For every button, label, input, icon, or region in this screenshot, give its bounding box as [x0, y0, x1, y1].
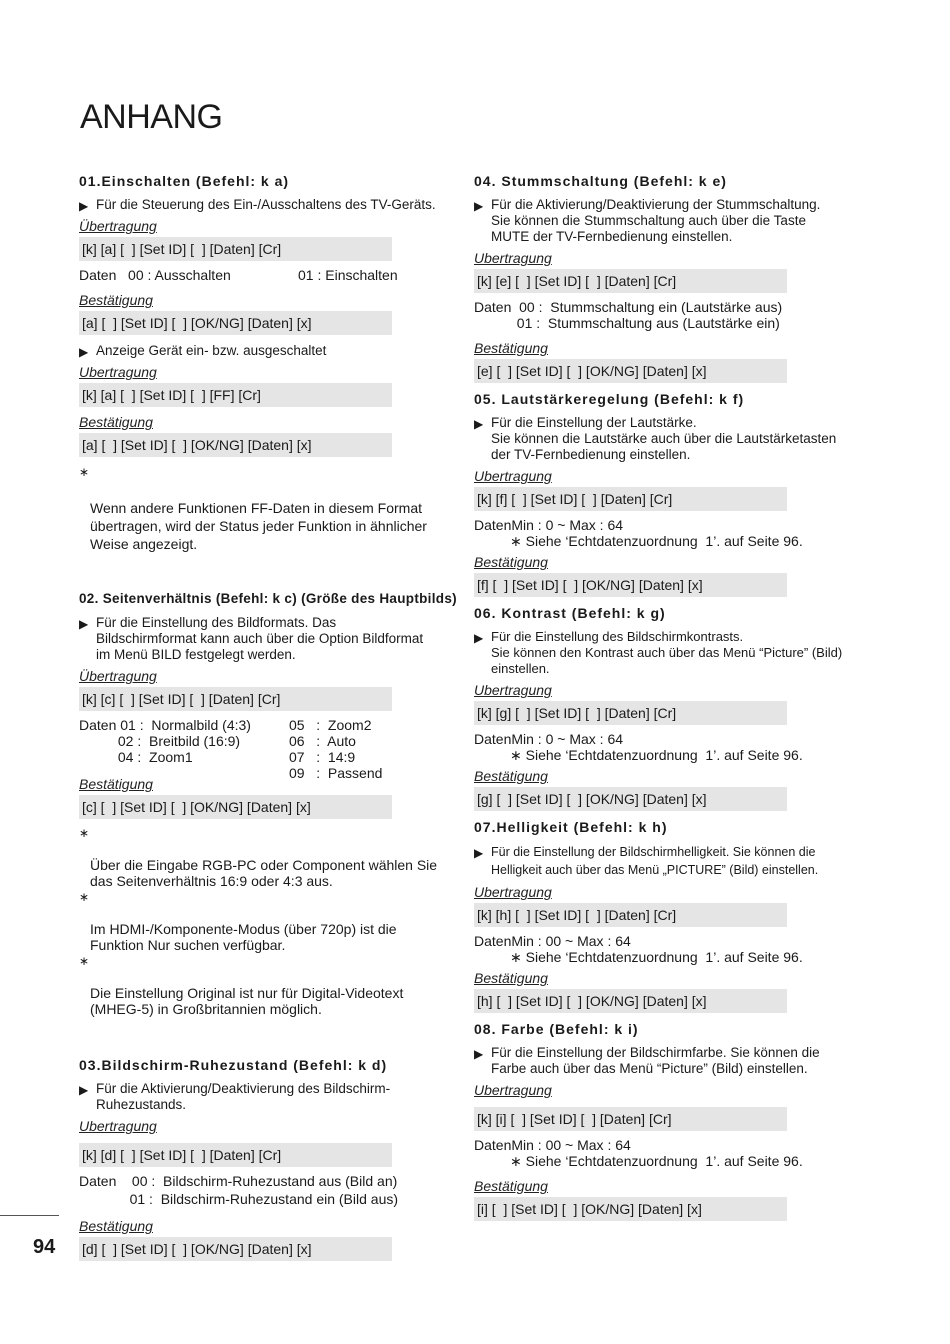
bullet-text: Für die Aktivierung/Deaktivierung des Bildschirm- Ruhezustands.: [96, 1081, 391, 1112]
data-row: 04 : Zoom1: [79, 749, 193, 765]
section-title: 01.Einschalten (Befehl: k a): [79, 173, 290, 189]
transmission-label: Ubertragung: [474, 884, 552, 900]
bullet-text: Für die Einstellung der Bildschirmhelligkeit. Sie können die Helligkeit auch über das Menü „PICTURE” (Bild) einstellen.: [491, 845, 819, 877]
triangle-bullet-icon: ▶: [79, 1083, 89, 1097]
command-box: [k] [a] [ ] [Set ID] [ ] [Daten] [Cr]: [79, 237, 392, 261]
footnote: [79, 889, 461, 953]
command-box: [d] [ ] [Set ID] [ ] [OK/NG] [Daten] [x]: [79, 1237, 392, 1261]
range-footnote: ∗ Siehe ‘Echtdatenzuordnung 1’. auf Seite 96.: [510, 1153, 803, 1169]
command-box: [k] [h] [ ] [Set ID] [ ] [Daten] [Cr]: [474, 903, 787, 927]
range-footnote: ∗ Siehe ‘Echtdatenzuordnung 1’. auf Seite 96.: [510, 949, 803, 965]
footnote-text: Wenn andere Funktionen FF-Daten in diesem Format übertragen, wird der Status jeder Funktion in ähnlicher Weise angezeigt.: [90, 500, 427, 552]
range-footnote: ∗ Siehe ‘Echtdatenzuordnung 1’. auf Seite 96.: [510, 533, 803, 549]
acknowledgement-label: Bestätigung: [474, 340, 548, 356]
section-title: 03.Bildschirm-Ruhezustand (Befehl: k d): [79, 1057, 388, 1073]
command-box: [h] [ ] [Set ID] [ ] [OK/NG] [Daten] [x]: [474, 989, 787, 1013]
section-lautstaerke: [474, 389, 856, 597]
data-value-on: 01 : Einschalten: [298, 267, 398, 283]
section-title: 08. Farbe (Befehl: k i): [474, 1021, 639, 1037]
footnote: [79, 953, 461, 1017]
data-range: DatenMin : 0 ~ Max : 64: [474, 517, 624, 533]
asterisk-icon: ∗: [79, 954, 90, 968]
data-range: DatenMin : 0 ~ Max : 64: [474, 731, 624, 747]
command-box: [f] [ ] [Set ID] [ ] [OK/NG] [Daten] [x]: [474, 573, 787, 597]
command-box: [k] [c] [ ] [Set ID] [ ] [Daten] [Cr]: [79, 687, 392, 711]
section-einschalten: [79, 171, 461, 553]
section-ruhezustand: [79, 1055, 461, 1261]
bullet-item: [474, 843, 856, 879]
transmission-label: Ubertragung: [474, 250, 552, 266]
data-row: Daten 00 : Bildschirm-Ruhezustand aus (Bild an): [79, 1173, 398, 1189]
command-box: [c] [ ] [Set ID] [ ] [OK/NG] [Daten] [x]: [79, 795, 392, 819]
asterisk-icon: ∗: [79, 826, 90, 840]
command-box: [a] [ ] [Set ID] [ ] [OK/NG] [Daten] [x]: [79, 433, 392, 457]
bullet-item: [474, 415, 856, 463]
command-box: [e] [ ] [Set ID] [ ] [OK/NG] [Daten] [x]: [474, 359, 787, 383]
left-column: [79, 171, 461, 1267]
bullet-item: [79, 197, 461, 213]
triangle-bullet-icon: ▶: [474, 1047, 484, 1061]
data-range: DatenMin : 00 ~ Max : 64: [474, 1137, 631, 1153]
data-row: 01 : Bildschirm-Ruhezustand ein (Bild aus): [79, 1191, 399, 1207]
transmission-label: Ubertragung: [79, 1118, 157, 1134]
data-row: 07 : 14:9: [289, 749, 356, 765]
transmission-label: Übertragung: [79, 668, 157, 684]
triangle-bullet-icon: ▶: [79, 199, 89, 213]
command-box: [k] [d] [ ] [Set ID] [ ] [Daten] [Cr]: [79, 1143, 392, 1167]
command-box: [k] [f] [ ] [Set ID] [ ] [Daten] [Cr]: [474, 487, 787, 511]
bullet-text: Für die Einstellung der Bildschirmfarbe. Sie können die Farbe auch über das Menü “Picture” (Bild) einstellen.: [491, 1045, 820, 1076]
section-stummschaltung: [474, 171, 856, 383]
page-title: ANHANG: [80, 98, 223, 136]
triangle-bullet-icon: ▶: [79, 345, 89, 359]
command-box: [i] [ ] [Set ID] [ ] [OK/NG] [Daten] [x]: [474, 1197, 787, 1221]
bullet-text: Für die Einstellung des Bildschirmkontrasts. Sie können den Kontrast auch über das Menü “Picture” (Bild) einstellen.: [491, 629, 843, 676]
triangle-bullet-icon: ▶: [474, 631, 484, 645]
data-row: 09 : Passend: [289, 765, 383, 781]
section-title: 07.Helligkeit (Befehl: k h): [474, 819, 668, 835]
data-row: 02 : Breitbild (16:9): [79, 733, 241, 749]
triangle-bullet-icon: ▶: [474, 417, 484, 431]
transmission-label: Ubertragung: [474, 1082, 552, 1098]
command-box: [k] [e] [ ] [Set ID] [ ] [Daten] [Cr]: [474, 269, 787, 293]
acknowledgement-label: Bestätigung: [79, 776, 153, 792]
command-box: [k] [g] [ ] [Set ID] [ ] [Daten] [Cr]: [474, 701, 787, 725]
acknowledgement-label: Bestätigung: [79, 292, 153, 308]
triangle-bullet-icon: ▶: [474, 846, 484, 860]
data-row: Daten 00 : Stummschaltung ein (Lautstärke aus): [474, 299, 783, 315]
bullet-item: [79, 343, 461, 359]
bullet-text: Für die Einstellung des Bildformats. Das Bildschirmformat kann auch über die Option Bildformat im Menü BILD festgelegt werden.: [96, 615, 424, 662]
footnote-text: Die Einstellung Original ist nur für Digital-Videotext (MHEG-5) in Großbritannien möglich.: [90, 985, 404, 1017]
section-kontrast: [474, 603, 856, 811]
bullet-item: [474, 1045, 856, 1077]
acknowledgement-label: Bestätigung: [474, 554, 548, 570]
section-seitenverhaeltnis: [79, 589, 461, 1017]
bullet-text: Für die Aktivierung/Deaktivierung der Stummschaltung. Sie können die Stummschaltung auch über die Taste MUTE der TV-Fernbedienung einstellen.: [491, 197, 821, 244]
data-value-off: Daten 00 : Ausschalten: [79, 267, 231, 283]
command-box: [g] [ ] [Set ID] [ ] [OK/NG] [Daten] [x]: [474, 787, 787, 811]
footnote: [79, 825, 461, 889]
section-title: 02. Seitenverhältnis (Befehl: k c) (Größe des Hauptbilds): [79, 591, 457, 606]
footnote: [79, 463, 461, 553]
footnote-text: Über die Eingabe RGB-PC oder Component wählen Sie das Seitenverhältnis 16:9 oder 4:3 aus.: [90, 857, 438, 889]
range-footnote: ∗ Siehe ‘Echtdatenzuordnung 1’. auf Seite 96.: [510, 747, 803, 763]
data-values: [79, 1173, 461, 1209]
command-box: [k] [a] [ ] [Set ID] [ ] [FF] [Cr]: [79, 383, 392, 407]
data-row: 01 : Stummschaltung aus (Lautstärke ein): [474, 315, 780, 331]
data-values-left: [79, 717, 251, 765]
transmission-label: Übertragung: [79, 218, 157, 234]
data-row: 06 : Auto: [289, 733, 356, 749]
data-row: 05 : Zoom2: [289, 717, 372, 733]
bullet-item: [79, 1081, 461, 1113]
footnote-text: Im HDMI-/Komponente-Modus (über 720p) ist die Funktion Nur suchen verfügbar.: [90, 921, 397, 953]
bullet-text: Anzeige Gerät ein- bzw. ausgeschaltet: [96, 343, 327, 358]
bullet-text: Für die Steuerung des Ein-/Ausschaltens des TV-Geräts.: [96, 197, 436, 212]
data-row: Daten 01 : Normalbild (4:3): [79, 717, 251, 733]
triangle-bullet-icon: ▶: [474, 199, 484, 213]
data-values: [79, 267, 461, 285]
section-farbe: [474, 1019, 856, 1221]
data-values-right: [289, 717, 382, 781]
data-values: [474, 299, 856, 331]
acknowledgement-label: Bestätigung: [474, 1178, 548, 1194]
section-title: 05. Lautstärkeregelung (Befehl: k f): [474, 391, 745, 407]
acknowledgement-label: Bestätigung: [79, 414, 153, 430]
section-helligkeit: [474, 817, 856, 1013]
bullet-text: Für die Einstellung der Lautstärke. Sie können die Lautstärke auch über die Lautstärketasten der TV-Fernbedienung einstellen.: [491, 415, 837, 462]
data-values: [79, 717, 461, 783]
right-column: [474, 171, 856, 1227]
transmission-label: Ubertragung: [79, 364, 157, 380]
asterisk-icon: ∗: [79, 465, 90, 479]
acknowledgement-label: Bestätigung: [474, 970, 548, 986]
triangle-bullet-icon: ▶: [79, 617, 89, 631]
command-box: [k] [i] [ ] [Set ID] [ ] [Daten] [Cr]: [474, 1107, 787, 1131]
bullet-item: [79, 615, 461, 663]
bullet-item: [474, 197, 856, 245]
section-title: 06. Kontrast (Befehl: k g): [474, 605, 666, 621]
acknowledgement-label: Bestätigung: [474, 768, 548, 784]
bullet-item: [474, 629, 856, 677]
page-number: 94: [33, 1236, 56, 1258]
command-box: [a] [ ] [Set ID] [ ] [OK/NG] [Daten] [x]: [79, 311, 392, 335]
asterisk-icon: ∗: [79, 890, 90, 904]
page-number-rule: [0, 1215, 59, 1216]
section-title: 04. Stummschaltung (Befehl: k e): [474, 173, 727, 189]
acknowledgement-label: Bestätigung: [79, 1218, 153, 1234]
transmission-label: Ubertragung: [474, 682, 552, 698]
transmission-label: Ubertragung: [474, 468, 552, 484]
data-range: DatenMin : 00 ~ Max : 64: [474, 933, 631, 949]
